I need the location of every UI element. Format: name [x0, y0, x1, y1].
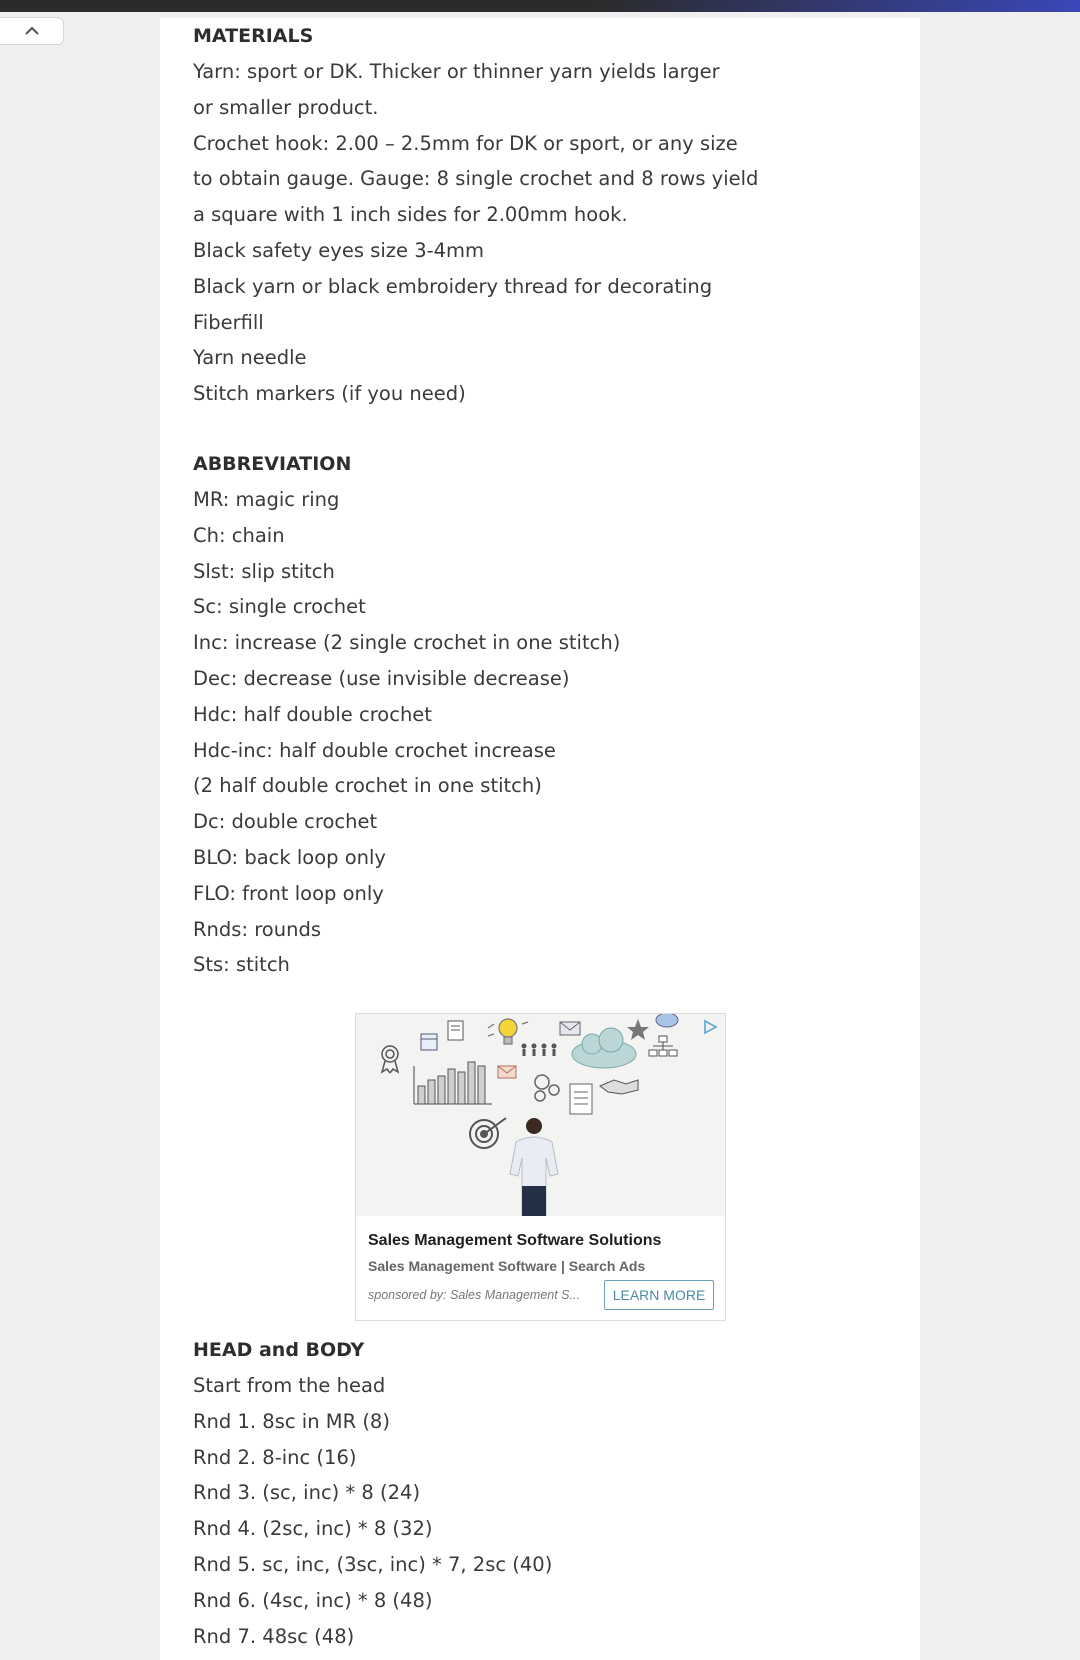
abbreviation-line: BLO: back loop only: [193, 845, 386, 869]
sponsored-ad[interactable]: [355, 1013, 726, 1321]
calendar-icon: [421, 1034, 437, 1050]
clipboard-icon: [570, 1084, 592, 1114]
abbreviation-line: Inc: increase (2 single crochet in one stitch): [193, 631, 621, 655]
head-body-section: [193, 1332, 893, 1654]
pattern-line: Start from the head: [193, 1374, 386, 1397]
abbreviation-line: Rnds: rounds: [193, 917, 321, 941]
pattern-line: Rnd 6. (4sc, inc) * 8 (48): [193, 1588, 433, 1612]
ad-title[interactable]: Sales Management Software Solutions: [368, 1232, 662, 1249]
materials-line: Black yarn or black embroidery thread for decorating: [193, 274, 713, 298]
pattern-line: Rnd 1. 8sc in MR (8): [193, 1409, 390, 1433]
abbreviation-line: Dc: double crochet: [193, 810, 378, 834]
collapse-button[interactable]: [0, 17, 64, 45]
abbreviation-line: Sc: single crochet: [193, 595, 366, 619]
pattern-line: Rnd 4. (2sc, inc) * 8 (32): [193, 1517, 433, 1541]
materials-line: to obtain gauge. Gauge: 8 single crochet and 8 rows yield: [193, 167, 759, 191]
ad-image[interactable]: [356, 1014, 725, 1216]
materials-heading: MATERIALS: [193, 25, 314, 47]
materials-line: or smaller product.: [193, 95, 379, 119]
ad-sponsor-text: sponsored by: Sales Management S...: [368, 1288, 580, 1302]
ad-illustration: [356, 1014, 725, 1216]
article-page: [160, 18, 920, 1660]
materials-line: Fiberfill: [193, 310, 264, 334]
pattern-line: Rnd 2. 8-inc (16): [193, 1445, 357, 1469]
chevron-up-icon: [24, 26, 40, 36]
abbreviation-heading: ABBREVIATION: [193, 452, 352, 475]
envelope-icon: [498, 1066, 516, 1078]
abbreviation-line: Hdc: half double crochet: [193, 702, 432, 726]
document-icon: [448, 1021, 463, 1040]
materials-line: Yarn needle: [193, 346, 307, 370]
ad-choices-icon[interactable]: [701, 1018, 719, 1036]
abbreviation-line: Dec: decrease (use invisible decrease): [193, 666, 570, 690]
browser-top-bar: [0, 0, 1080, 12]
materials-line: Black safety eyes size 3-4mm: [193, 238, 485, 262]
abbreviation-line: MR: magic ring: [193, 487, 340, 511]
materials-line: Stitch markers (if you need): [193, 382, 466, 406]
abbreviation-line: Ch: chain: [193, 523, 285, 547]
globe-icon: [656, 1014, 678, 1027]
article-content: [193, 18, 893, 983]
abbreviation-line: FLO: front loop only: [193, 881, 384, 905]
pattern-line: Rnd 3. (sc, inc) * 8 (24): [193, 1481, 421, 1505]
ad-subtitle: Sales Management Software | Search Ads: [368, 1258, 646, 1274]
abbreviation-line: Hdc-inc: half double crochet increase: [193, 738, 556, 762]
learn-more-button[interactable]: LEARN MORE: [604, 1280, 714, 1310]
head-body-heading: HEAD and BODY: [193, 1339, 365, 1361]
abbreviation-line: Sts: stitch: [193, 953, 290, 977]
envelope-icon: [560, 1022, 580, 1035]
pattern-line: Rnd 5. sc, inc, (3sc, inc) * 7, 2sc (40): [193, 1552, 553, 1576]
materials-line: Yarn: sport or DK. Thicker or thinner yarn yields larger: [193, 60, 720, 83]
abbreviation-line: (2 half double crochet in one stitch): [193, 774, 542, 798]
materials-line: Crochet hook: 2.00 – 2.5mm for DK or sport, or any size: [193, 131, 738, 155]
abbreviation-line: Slst: slip stitch: [193, 559, 335, 583]
pattern-line: Rnd 7. 48sc (48): [193, 1624, 355, 1648]
materials-line: a square with 1 inch sides for 2.00mm hook.: [193, 203, 628, 227]
